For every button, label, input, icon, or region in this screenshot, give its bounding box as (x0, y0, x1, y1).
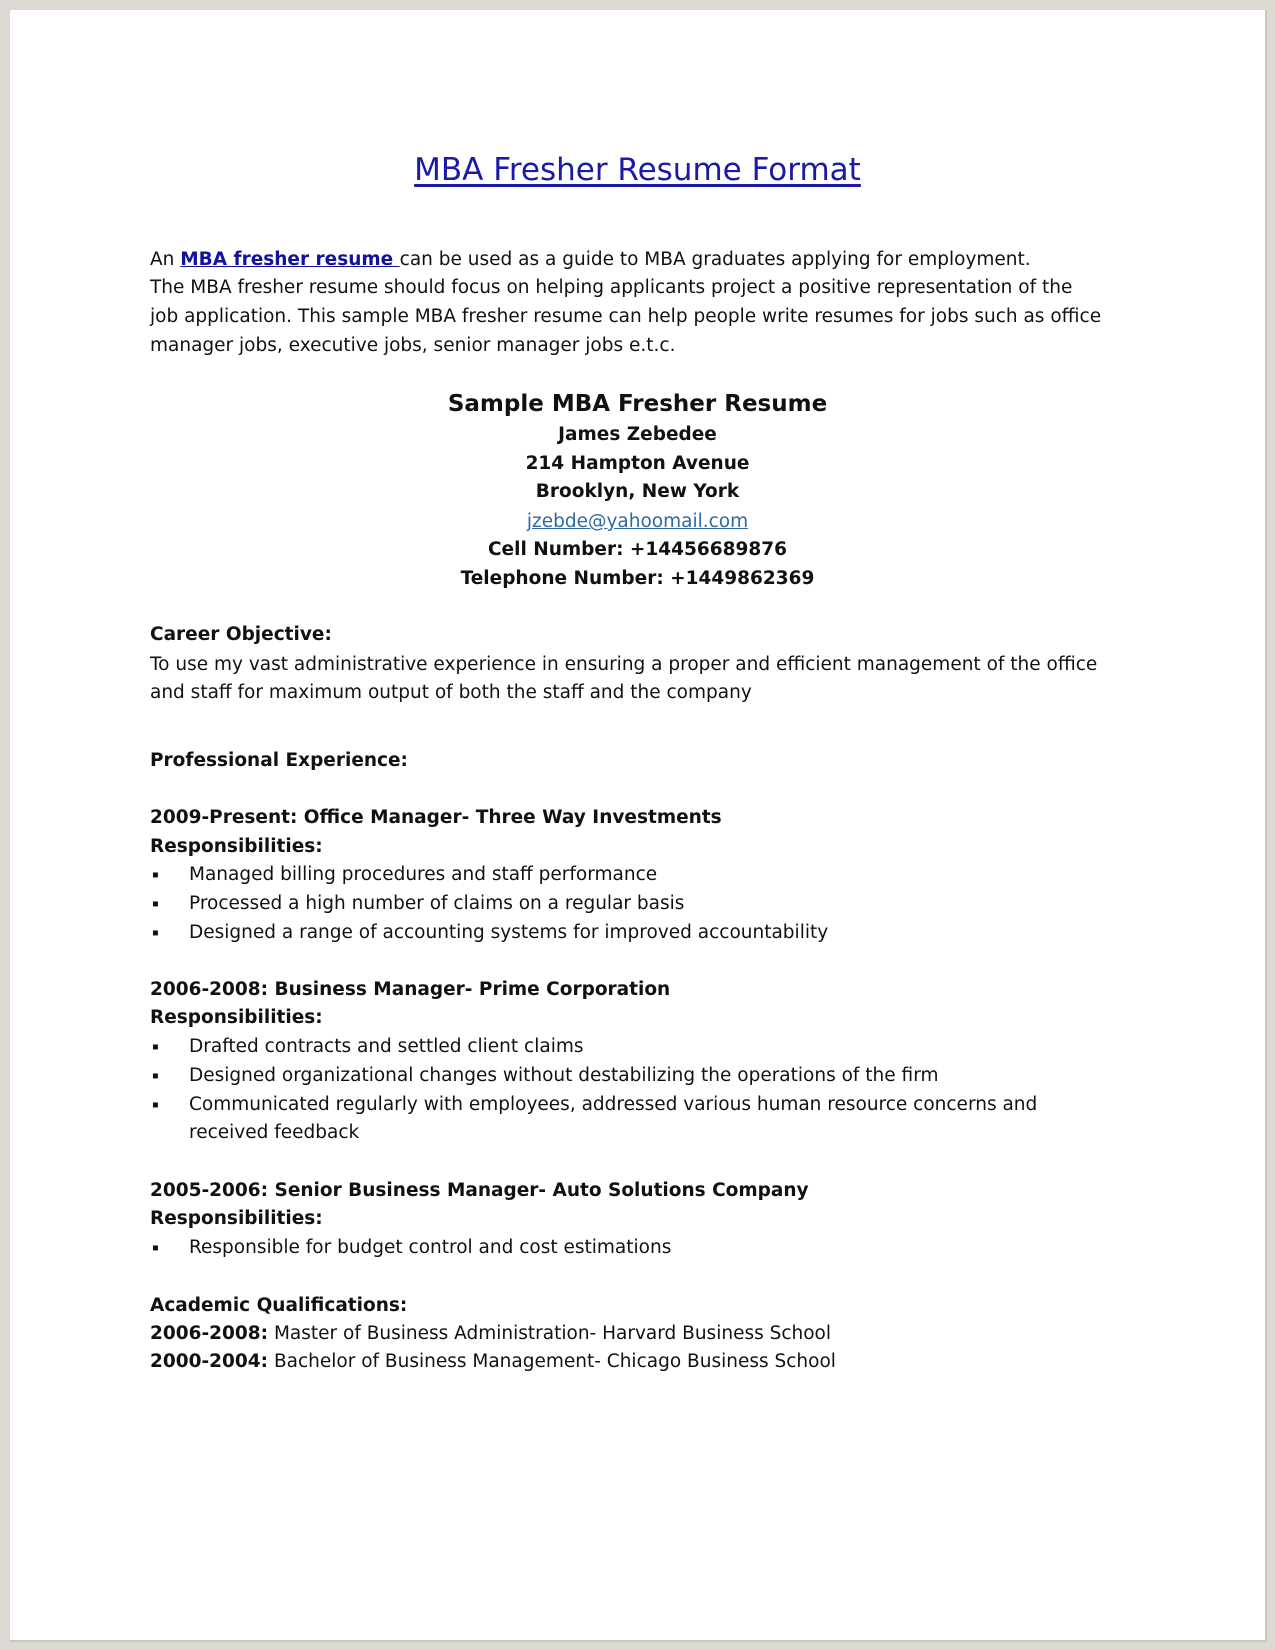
academic-heading: Academic Qualifications: (150, 1295, 408, 1316)
list-item: Processed a high number of claims on a regular basis (189, 893, 685, 914)
email-link[interactable]: jzebde@yahoomail.com (526, 511, 749, 532)
job-title: 2009-Present: Office Manager- Three Way Investments (150, 807, 722, 828)
cell-number: Cell Number: +14456689876 (487, 539, 788, 560)
academic-degree: Master of Business Administration- Harvard Business School (268, 1323, 832, 1344)
career-objective-heading: Career Objective: (150, 624, 332, 645)
bullet-icon: ▪ (152, 898, 159, 910)
list-item: Designed a range of accounting systems for improved accountability (189, 922, 829, 943)
academic-degree: Bachelor of Business Management- Chicago Business School (268, 1351, 836, 1372)
intro-text: The MBA fresher resume should focus on helping applicants project a positive representation of the (150, 277, 1073, 298)
address: 214 Hampton Avenue (525, 453, 750, 474)
city: Brooklyn, New York (535, 481, 740, 502)
job-title: 2005-2006: Senior Business Manager- Auto Solutions Company (150, 1180, 809, 1201)
list-item: Communicated regularly with employees, addressed various human resource concerns and (189, 1094, 1038, 1115)
academic-years: 2000-2004: (150, 1351, 269, 1372)
responsibilities-label: Responsibilities: (150, 1208, 323, 1229)
bullet-icon: ▪ (152, 927, 159, 939)
list-item: Managed billing procedures and staff performance (189, 864, 658, 885)
list-item: Drafted contracts and settled client claims (189, 1036, 584, 1057)
list-item: Responsible for budget control and cost estimations (189, 1237, 672, 1258)
sample-heading: Sample MBA Fresher Resume (447, 391, 828, 417)
intro-text: manager jobs, executive jobs, senior manager jobs e.t.c. (150, 335, 676, 356)
job-title: 2006-2008: Business Manager- Prime Corporation (150, 979, 671, 1000)
bullet-icon: ▪ (152, 1070, 159, 1082)
intro-prefix: An (150, 249, 181, 270)
bullet-icon: ▪ (152, 1099, 159, 1111)
academic-years: 2006-2008: (150, 1323, 269, 1344)
career-objective-text: and staff for maximum output of both the staff and the company (150, 682, 752, 703)
intro-text: job application. This sample MBA fresher resume can help people write resumes for jobs such as office (150, 306, 1102, 327)
academic-item (150, 1348, 836, 1376)
list-item: Designed organizational changes without destabilizing the operations of the firm (189, 1065, 939, 1086)
mba-fresher-resume-link[interactable]: MBA fresher resume (180, 249, 400, 270)
experience-heading: Professional Experience: (150, 750, 408, 771)
intro-line (150, 246, 1031, 274)
page-title: MBA Fresher Resume Format (414, 152, 861, 188)
responsibilities-label: Responsibilities: (150, 1007, 323, 1028)
telephone-number: Telephone Number: +1449862369 (460, 568, 815, 589)
responsibilities-label: Responsibilities: (150, 836, 323, 857)
list-item-continuation: received feedback (189, 1122, 360, 1143)
bullet-icon: ▪ (152, 869, 159, 881)
intro-suffix: can be used as a guide to MBA graduates applying for employment. (399, 249, 1031, 270)
career-objective-text: To use my vast administrative experience in ensuring a proper and efficient management of the office (150, 654, 1098, 675)
bullet-icon: ▪ (152, 1041, 159, 1053)
candidate-name: James Zebedee (558, 424, 717, 445)
bullet-icon: ▪ (152, 1242, 159, 1254)
academic-item (150, 1320, 831, 1348)
